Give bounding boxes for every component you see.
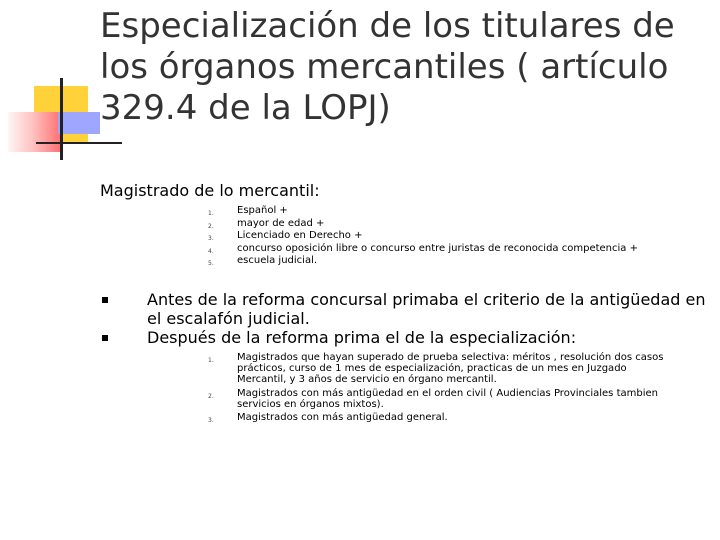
list-item	[200, 388, 670, 410]
list-item	[200, 352, 670, 386]
item-number: 3.	[208, 235, 214, 242]
item-number: 2.	[208, 222, 214, 230]
bullet-text: Antes de la reforma concursal primaba el criterio de la antigüedad en el escalafón judicial.	[147, 290, 706, 328]
list-item	[200, 230, 660, 243]
item-text: Español +	[237, 205, 288, 216]
item-text: Licenciado en Derecho +	[237, 230, 363, 241]
item-number: 5.	[208, 260, 214, 267]
decorative-horizontal-line	[36, 142, 122, 144]
item-text: mayor de edad +	[237, 217, 325, 229]
list-item	[200, 205, 660, 218]
bullet-list	[100, 290, 710, 347]
specialization-list	[200, 352, 670, 423]
bullet-item	[100, 328, 710, 347]
item-number: 1.	[208, 210, 214, 217]
decorative-vertical-line	[60, 78, 63, 160]
item-text: escuela judicial.	[237, 255, 318, 266]
item-number: 3.	[208, 417, 214, 425]
item-text: Magistrados con más antigüedad en el orden civil ( Audiencias Provinciales tambien servicios en órganos mixtos).	[237, 387, 658, 410]
list-item	[200, 218, 660, 231]
list-item	[200, 255, 660, 268]
bullet-item	[100, 290, 710, 328]
list-item	[200, 412, 670, 423]
list-item	[200, 243, 660, 256]
decorative-blue-square	[58, 112, 100, 134]
item-number: 2.	[208, 392, 214, 400]
item-text: Magistrados con más antigüedad general.	[237, 412, 448, 424]
item-number: 4.	[208, 247, 214, 255]
item-number: 1.	[208, 357, 214, 364]
requirements-list	[200, 205, 660, 268]
square-bullet-icon	[102, 297, 108, 303]
bullet-text: Después de la reforma prima el de la especialización:	[147, 328, 577, 347]
item-text: concurso oposición libre o concurso entre juristas de reconocida competencia +	[237, 242, 638, 254]
slide-subtitle: Magistrado de lo mercantil:	[100, 181, 320, 200]
square-bullet-icon	[102, 335, 108, 341]
slide-title: Especialización de los titulares de los órganos mercantiles ( artículo 329.4 de la LOPJ)	[100, 6, 675, 128]
item-text: Magistrados que hayan superado de prueba selectiva: méritos , resolución dos casos prácticos, curso de 1 mes de especialización, practicas de un mes en Juzgado Mercantil, y 3 años de servicio en órgano mercantil.	[237, 352, 664, 386]
decorative-red-gradient	[8, 112, 62, 152]
